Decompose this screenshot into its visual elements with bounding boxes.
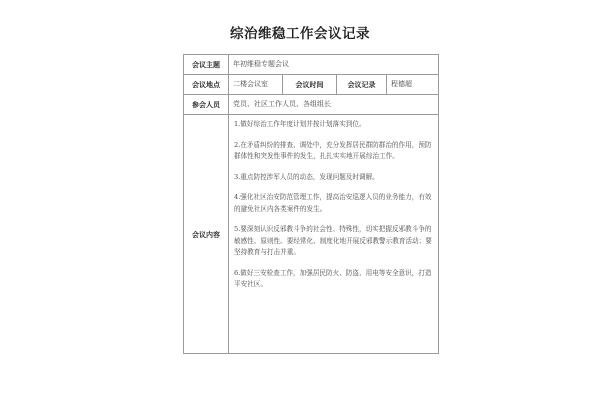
topic-row	[184, 55, 439, 75]
meeting-record-table	[183, 54, 439, 354]
content-item: 4.强化社区治安防范管理工作，提高治安巡逻人员的业务能力，有效的避免社区内各类案件的发生。	[234, 193, 432, 213]
topic-value: 年初维稳专题会议	[229, 55, 439, 75]
content-item: 2.在矛盾纠纷的排查、调处中，充分发挥居民群防群治的作用，预防群体性和突发性事件的发生，扎扎实实地开展综治工作。	[234, 140, 432, 160]
location-value: 二楼会议室	[229, 75, 283, 95]
content-cell	[229, 115, 439, 354]
content-row	[184, 115, 439, 354]
topic-label: 会议主题	[184, 55, 229, 75]
recorder-value: 程德超	[387, 75, 439, 95]
attendees-row	[184, 95, 439, 115]
content-item: 1.做好综治工作年度计划并按计划落实到位。	[234, 120, 366, 128]
content-item: 3.重点防控涉军人员的动态，发现问题及时调解。	[234, 172, 379, 181]
document-title: 综治维稳工作会议记录	[230, 26, 370, 42]
location-row	[184, 75, 439, 95]
content-label: 会议内容	[184, 115, 229, 354]
attendees-value: 党员、社区工作人员、各组组长	[229, 95, 439, 115]
recorder-label: 会议记录	[337, 75, 387, 95]
attendees-label: 参会人员	[184, 95, 229, 115]
content-item: 6.做好三安检查工作，加强居民防火、防盗、用电等安全意识，打造平安社区。	[234, 268, 432, 288]
location-label: 会议地点	[184, 75, 229, 95]
content-item: 5.要深刻认识反邪教斗争的社会性、特殊性，切实把握反邪教斗争的敏感性、原则性。要经常化、制度化地开展反邪教警示教育活动；要坚持教育与打击并重。	[234, 225, 432, 256]
time-label: 会议时间	[283, 75, 337, 95]
